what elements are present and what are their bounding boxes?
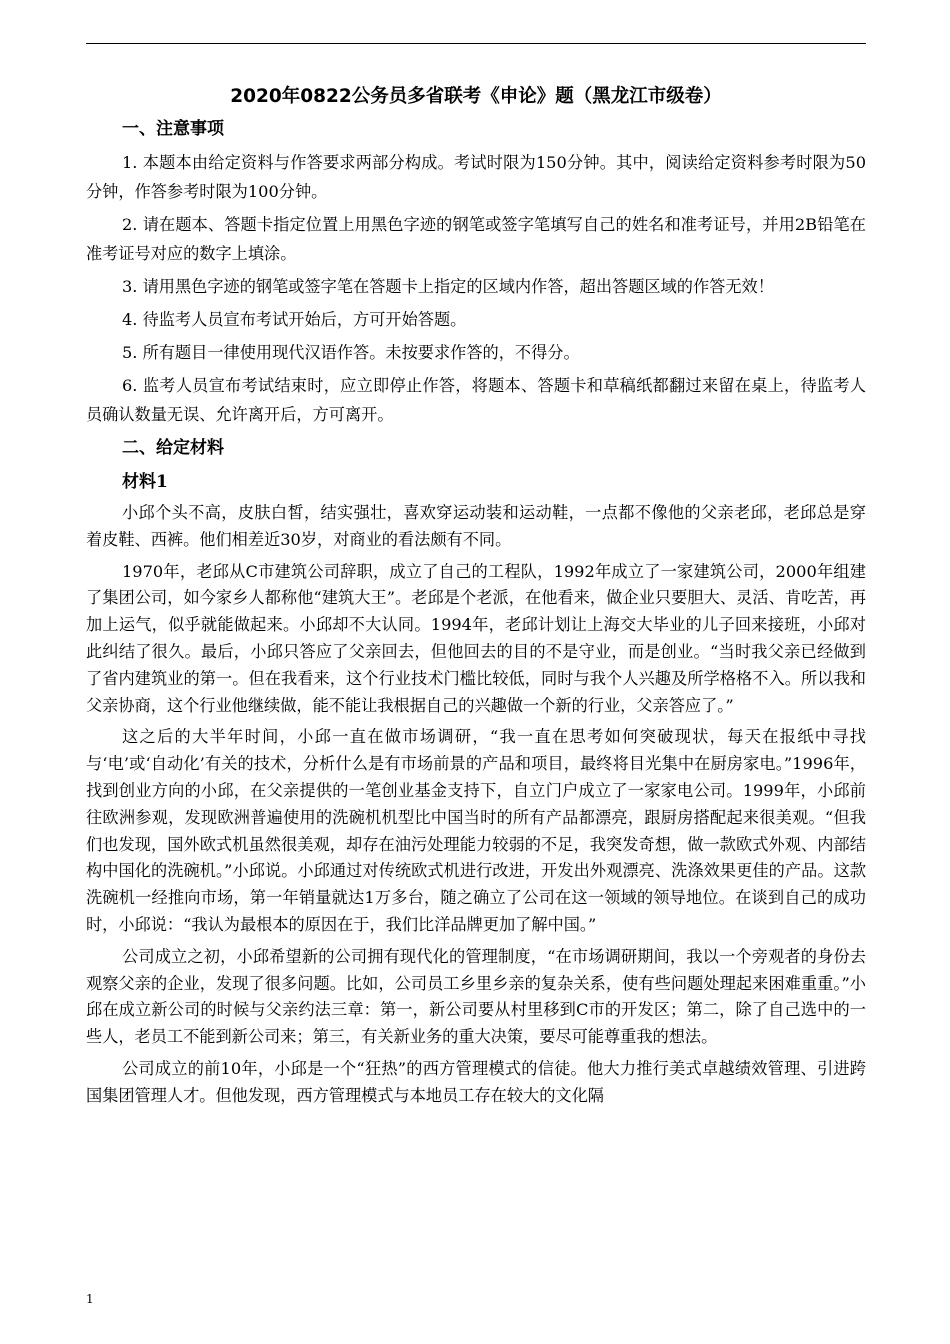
material-paragraph-1: 小邱个头不高，皮肤白皙，结实强壮，喜欢穿运动装和运动鞋，一点都不像他的父亲老邱，老邱总是穿着皮鞋、西裤。他们相差近30岁，对商业的看法颇有不同。 <box>86 503 866 549</box>
header-rule <box>86 43 866 44</box>
notice-item-3: 3. 请用黑色字迹的钢笔或签字笔在答题卡上指定的区域内作答，超出答题区域的作答无效！ <box>122 277 774 296</box>
page-number: 1 <box>86 1292 94 1306</box>
notice-item-4: 4. 待监考人员宣布考试开始后，方可开始答题。 <box>122 310 467 329</box>
document-page <box>86 82 866 1115</box>
notice-item-6: 6. 监考人员宣布考试结束时，应立即停止作答，将题本、答题卡和草稿纸都翻过来留在桌上，待监考人员确认数量无误、允许离开后，方可离开。 <box>86 376 866 424</box>
material-title: 材料1 <box>122 472 168 492</box>
material-paragraph-3: 这之后的大半年时间，小邱一直在做市场调研，“我一直在思考如何突破现状，每天在报纸中寻找与‘电’或‘自动化’有关的技术，分析什么是有市场前景的产品和项目，最终将目光集中在厨房家电。”1996年，找到创业方向的小邱，在父亲提供的一笔创业基金支持下，自立门户成立了一家家电公司。1999年，小邱前往欧洲参观，发现欧洲普遍使用的洗碗机机型比中国当时的所有产品都漂亮，跟厨房搭配起来很美观。“但我们也发现，国外欧式机虽然很美观，却存在油污处理能力较弱的不足，我突发奇想，做一款欧式外观、内部结构中国化的洗碗机。”小邱说。小邱通过对传统欧式机进行改进，开发出外观漂亮、洗涤效果更佳的产品。这款洗碗机一经推向市场，第一年销量就达1万多台，随之确立了公司在这一领域的领导地位。在谈到自己的成功时，小邱说：“我认为最根本的原因在于，我们比洋品牌更加了解中国。” <box>86 727 866 934</box>
notice-item-5: 5. 所有题目一律使用现代汉语作答。未按要求作答的，不得分。 <box>122 343 580 362</box>
notice-item-1: 1. 本题本由给定资料与作答要求两部分构成。考试时限为150分钟。其中，阅读给定资料参考时限为50分钟，作答参考时限为100分钟。 <box>86 153 866 201</box>
section-heading-notice: 一、注意事项 <box>122 119 224 139</box>
material-paragraph-2: 1970年，老邱从C市建筑公司辞职，成立了自己的工程队，1992年成立了一家建筑公司，2000年组建了集团公司，如今家乡人都称他“建筑大王”。老邱是个老派，在他看来，做企业只要胆大、灵活、肯吃苦，再加上运气，似乎就能做起来。小邱却不大认同。1994年，老邱计划让上海交大毕业的儿子回来接班，小邱对此纠结了很久。最后，小邱只答应了父亲回去，但他回去的目的不是守业，而是创业。“当时我父亲已经做到了省内建筑业的第一。但在我看来，这个行业技术门槛比较低，同时与我个人兴趣及所学格格不入。所以我和父亲协商，这个行业他继续做，能不能让我根据自己的兴趣做一个新的行业，父亲答应了。” <box>86 561 866 715</box>
material-paragraph-5: 公司成立的前10年，小邱是一个“狂热”的西方管理模式的信徒。他大力推行美式卓越绩效管理、引进跨国集团管理人才。但他发现，西方管理模式与本地员工存在较大的文化隔 <box>86 1058 866 1105</box>
notice-item-2: 2. 请在题本、答题卡指定位置上用黑色字迹的钢笔或签字笔填写自己的姓名和准考证号，并用2B铅笔在准考证号对应的数字上填涂。 <box>86 215 866 263</box>
material-paragraph-4: 公司成立之初，小邱希望新的公司拥有现代化的管理制度，“在市场调研期间，我以一个旁观者的身份去观察父亲的企业，发现了很多问题。比如，公司员工乡里乡亲的复杂关系，使有些问题处理起来困难重重。”小邱在成立新公司的时候与父亲约法三章：第一，新公司要从村里移到C市的开发区；第二，除了自己选中的一些人，老员工不能到新公司来；第三，有关新业务的重大决策，要尽可能尊重我的想法。 <box>86 946 866 1047</box>
section-heading-materials: 二、给定材料 <box>122 438 224 458</box>
page-title: 2020年0822公务员多省联考《申论》题（黑龙江市级卷） <box>230 86 722 107</box>
